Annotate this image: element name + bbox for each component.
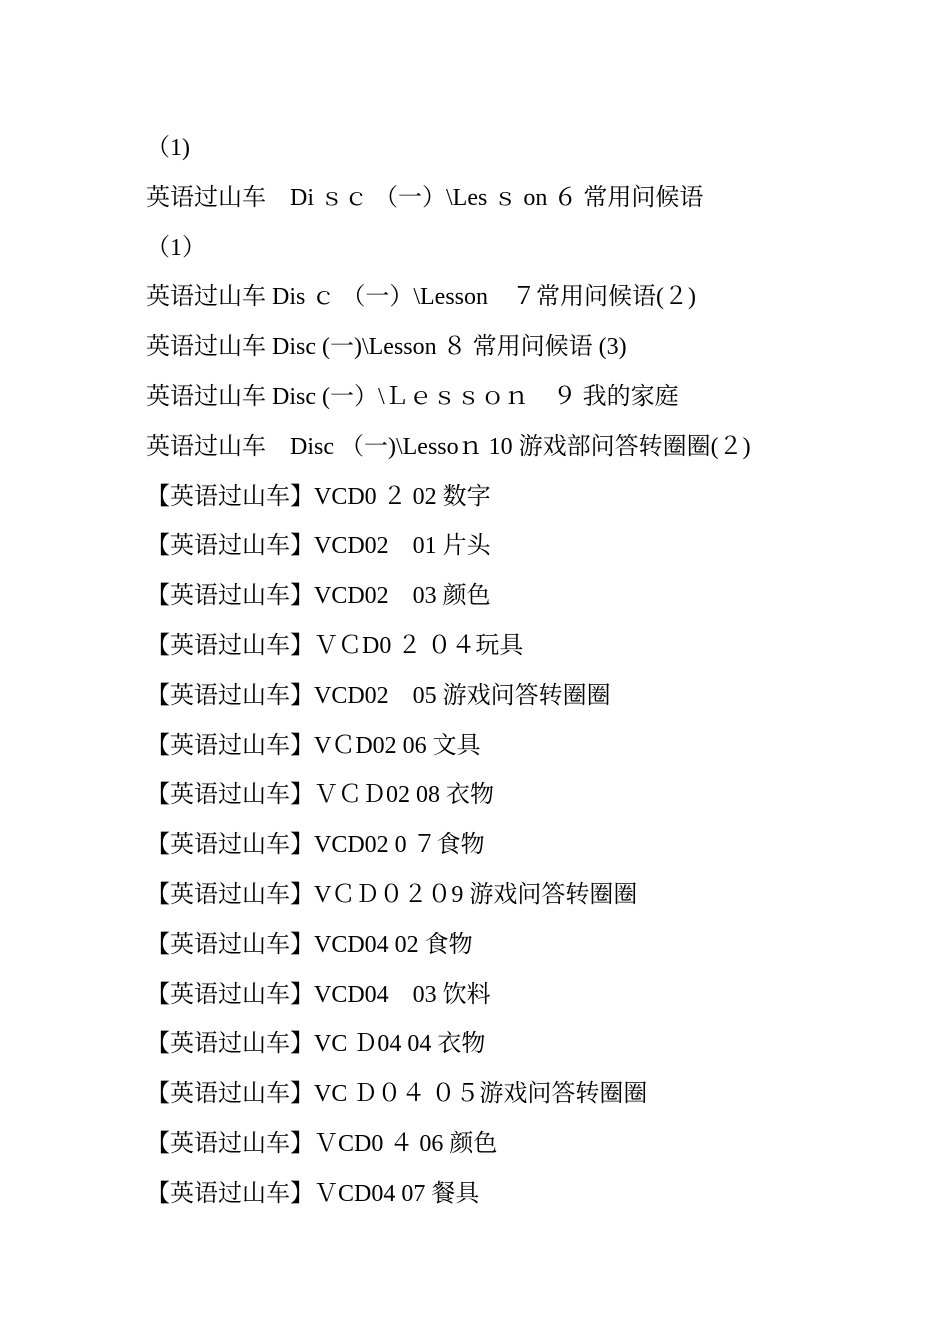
document-line: 英语过山车 Disc （一)\Lessoｎ 10 游戏部问答转圈圈(２) <box>146 433 751 460</box>
document-line: 【英语过山车】ＶCD04 07 餐具 <box>146 1180 480 1207</box>
document-line: 【英语过山车】VCD02 0 ７食物 <box>146 832 485 859</box>
document-line: 【英语过山车】VＣD02 06 文具 <box>146 732 481 759</box>
document-line: 【英语过山车】ＶCD0 ４ 06 颜色 <box>146 1130 498 1157</box>
document-line: 英语过山车 Disc (一)\Lesson ８ 常用问候语 (3) <box>146 334 627 361</box>
document-line: 【英语过山车】ＶＣD0 ２ ０４玩具 <box>146 632 524 659</box>
document-line: 【英语过山车】VC Ｄ04 04 衣物 <box>146 1031 486 1058</box>
document-line: 【英语过山车】VCD02 05 游戏问答转圈圈 <box>146 682 611 709</box>
document-line-list <box>146 124 906 1220</box>
document-line: 【英语过山车】VCD04 02 食物 <box>146 931 473 958</box>
document-line: （1） <box>146 234 206 261</box>
document-line: 英语过山车 Dis ｃ （一）\Lesson ７常用问候语(２) <box>146 284 696 311</box>
document-line: （1) <box>146 135 190 161</box>
document-line: 【英语过山车】VC Ｄ０４ ０５游戏问答转圈圈 <box>146 1081 648 1108</box>
document-line: 【英语过山车】VCD02 03 颜色 <box>146 583 491 610</box>
document-line: 【英语过山车】VCD02 01 片头 <box>146 533 491 560</box>
document-line: 【英语过山车】VＣＤ０２０9 游戏问答转圈圈 <box>146 881 638 908</box>
document-line: 【英语过山车】VCD04 03 饮料 <box>146 981 491 1008</box>
document-line: 【英语过山车】VCD0 ２ 02 数字 <box>146 483 491 510</box>
document-line: 【英语过山车】ＶＣＤ02 08 衣物 <box>146 782 494 809</box>
document-line: 英语过山车 Di ｓｃ （一）\Les ｓ on ６ 常用问候语 <box>146 184 704 211</box>
document-line: 英语过山车 Disc (一）\Ｌｅｓｓｏｎ ９ 我的家庭 <box>146 383 679 410</box>
